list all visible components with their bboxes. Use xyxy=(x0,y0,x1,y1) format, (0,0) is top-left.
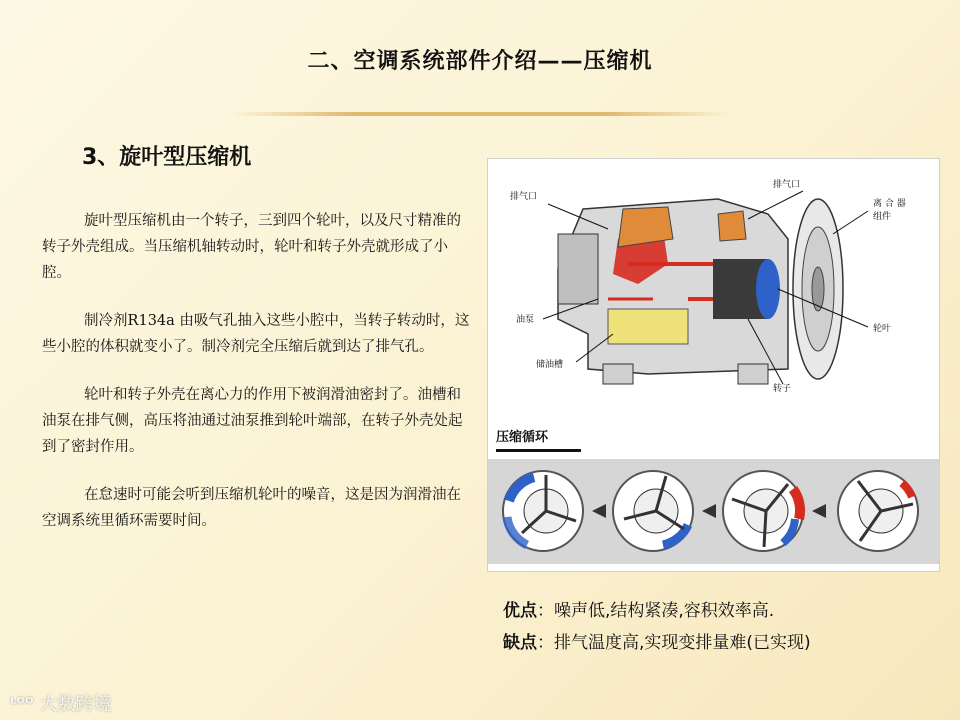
pros-text: ：噪声低,结构紧凑,容积效率高. xyxy=(537,601,775,621)
cycle-stage-1 xyxy=(503,471,583,551)
slide-title: 二、空调系统部件介绍——压缩机 xyxy=(307,49,653,74)
compressor-figure xyxy=(487,158,940,572)
cons-line xyxy=(503,627,943,659)
watermark-text: 大数跨境 xyxy=(39,694,112,715)
compressor-cutaway xyxy=(558,199,843,384)
body-text xyxy=(42,208,472,556)
label-exhaust-right: 排气口 xyxy=(773,180,801,190)
cycle-stage-2 xyxy=(613,471,693,551)
pros-cons xyxy=(503,595,943,659)
compressor-diagram xyxy=(488,159,939,571)
cycle-stage-4 xyxy=(838,471,918,551)
label-rotor: 转子 xyxy=(773,384,792,394)
body-paragraph-3: 轮叶和转子外壳在离心力的作用下被润滑油密封了。油槽和油泵在排气侧，高压将油通过油泵推到轮叶端部，在转子外壳处起到了密封作用。 xyxy=(42,387,463,455)
title-divider xyxy=(230,112,730,116)
pros-line xyxy=(503,595,943,627)
watermark xyxy=(10,690,112,716)
label-oil-pump: 油泵 xyxy=(516,315,535,325)
section-heading: 3、旋叶型压缩机 xyxy=(82,145,252,170)
cons-label: 缺点 xyxy=(503,633,537,653)
cycle-stage-3 xyxy=(723,471,803,551)
label-clutch-line2: 组件 xyxy=(873,212,892,222)
watermark-logo: ᴸᴼᴼ xyxy=(10,693,34,713)
cycle-title: 压缩循环 xyxy=(496,430,549,445)
label-exhaust-left: 排气口 xyxy=(510,192,538,202)
label-oil-tank: 储油槽 xyxy=(536,360,564,370)
body-paragraph-2: 制冷剂R134a 由吸气孔抽入这些小腔中，当转子转动时，这些小腔的体积就变小了。制冷剂完全压缩后就到达了排气孔。 xyxy=(42,313,470,355)
pros-label: 优点 xyxy=(503,601,537,621)
label-clutch-line1: 离 合 器 xyxy=(873,199,906,209)
body-paragraph-1: 旋叶型压缩机由一个转子，三到四个轮叶，以及尺寸精准的转子外壳组成。当压缩机轴转动时，轮叶和转子外壳就形成了小腔。 xyxy=(42,213,462,281)
cons-text: ：排气温度高,实现变排量难(已实现) xyxy=(537,633,811,653)
cycle-title-bar xyxy=(496,449,581,452)
body-paragraph-4: 在怠速时可能会听到压缩机轮叶的噪音，这是因为润滑油在空调系统里循环需要时间。 xyxy=(42,487,462,529)
label-vane: 轮叶 xyxy=(873,324,892,334)
